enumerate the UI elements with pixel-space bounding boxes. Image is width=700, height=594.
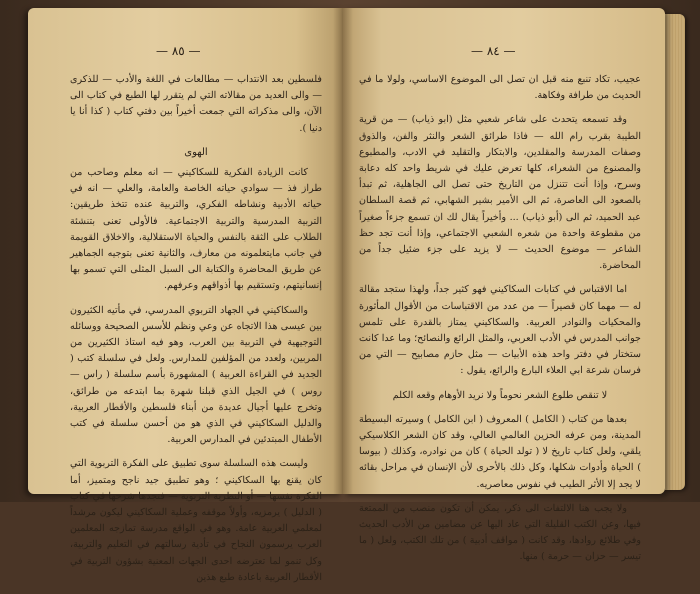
paragraph: عجيب، تكاد تنبع منه قبل ان تصل الى الموضوع الاساسي، ولولا ما في الحديث من طرافة وفكاهة. [359,74,641,102]
paragraph: بعدها من كتاب ( الكامل ) المعروف ( ابن الكامل ) وسيرته البسيطة المدينة، ومن عرفه الحزين العالمي العالي، وقد كان الشعر الكلاسيكي يلقي، ولعل كتاب تاريخ لا ( تولد الحياة ) كان من نوادره، وكذلك ( بيوسا ) الحياة وأدوات شكلها، وكل ذلك بالأحرى لأن الإنسان في مراحل بقائه لا يجد إلا الأثر الطيب في نفوس معاصريه. [359,413,641,490]
page-number: — ٨٤ — [471,44,516,58]
page-body [359,72,641,574]
book-gutter [333,8,353,494]
paragraph: والسكاكيني في الجهاد التربوي المدرسي، في مأتيه الكثيرون بين عيسى هذا الاتجاه عن وعي ونظم للأسس الصحيحة ووسائله التوجيهية في التربية بين العرب، وهو فيه استاذ الكثيرين من المربين، ولعدد من المؤلفين للمدارس. ولعل في سلسلة كتب ( الجديد في القراءة العربية ) المشهورة بأسم سلسلة ( راس — روس ) في الجيل الذي قبلنا شهرة بما ابتدعه من طرائق، وتخرج عليها أجيال عديدة من أبناء فلسطين والأقطار العربية، والدليل السكاكيني في الذي هو من أحسن سلسلة في كتب الأطفال المبتدئين في المدارس العربية. [70,304,322,446]
left-page [28,8,343,583]
paragraph: وقد تسمعه يتحدث على شاعر شعبي مثل (ابو ذياب) — من قرية الطيبة بقرب رام الله — فاذا طرائق الشعر والنثر والفن، والذوق وصفات المدرسة والمقلدين، والابتكار والتقليد في الادب، والمطبوع والمصنوع من الشعراء، كلها تعرض عليك في شريط واحد كله دعابة وسرح، وإذا أنت تتنزل من التاريخ حتى تصل الى الجاهلية، ثم تبدأ بالصعود الى العاصرة، ثم الى الأمير بشير الشهابي، ثم قصة السلطان عبد الحميد، ثم الى (أبو ذياب) ... وأخيراً يقال لك ان تسمع جزءاً صغيراً من مقطوعة واحدة من شعره الشعبي الاجتماعي، وإذا أنت تجد حظ الشاعر — موضوع الحديث — لا يزيد على جزء ضئيل جداً من المحاضرة. [359,114,641,272]
paragraph: كانت الزيادة الفكرية للسكاكيني — انه معلم وصاحب من طراز فذ — سوادي حياته الخاصة والعامة، والعلي — انه في حياته الأدبية ونشاطه الفكري، والتربية عنده تتخذ طريقين: التربية المدرسية والتربية الاجتماعية. فالأولى تعنى بتنشئة الطلاب على الثقة بالنفس والحياة الاستقلالية، والاخلاق القويمة في جانب مايتعلمونه من معارف، والثانية تعنى بتوجيه الجماهير عن طريق المحاضرة والكتابة الى السبل المثلى التي تسمو بها إنسانيتهم، وتستقيم بها أذواقهم وعرفهم. [70,167,322,292]
paragraph: فلسطين بعد الانتداب — مطالعات في اللغة والأدب — للذكرى — والى العديد من مقالاته التي لم يتقرر لها الطبع في كتاب الى الآن، والى مذكراته التي جمعت أخيراً بين دفتي كتاب ( كذا أنا يا دنيا ). [70,74,322,134]
page-body [70,72,322,594]
right-page [343,8,665,563]
section-heading: الهوى [184,146,208,158]
paragraph: اما الاقتباس في كتابات السكاكيني فهو كثير جداً، ولهذا ستجد مقالة له — مهما كان قصيراً — من عدد من الاقتباسات من الأقوال المأثورة والمحكيات والنوادر العربية. والسكاكيني يمتاز بالقدرة على تلمس جوانب المدرس في الأدب العربي، والمثل الرائع والنصائح؛ وما عدا كانت ستختار في دفتر واحد هذه الأبيات — مثل حازم مصابيح — التي من فرسان شرعة ابي العلاء البارع والرائع، يقول : [359,284,641,377]
page-stack-edge [665,14,685,490]
verse-line: لا تنقص طلوع الشعر نحوماً ولا نريد الأوهام وقعه الكلم [392,389,608,401]
paragraph: ولا يجب هنا الالتفات الى ذكر، يمكن أن تكون منصب من الممتعة فيها، وعن الكتب القليلة التي عاد اليها عن مضامين من الأدب الحديث وفي طلائع روادها، وقد كانت ( مواقف أدبية ) من تلك الكتب، ولعل ( ما تيسر — حزان — حرمة ) منها. [359,502,641,563]
page-number: — ٨٥ — [156,44,201,58]
paragraph: وليست هذه السلسلة سوى تطبيق على الفكرة التربوية التي كان يقنع بها السكاكيني ؛ وهو تطبيق جيد ناجح ومتميز، أما الفكرة نفسها — أو النظرية التربوية — فنجدها شرحها في كتاب ( الدليل ) يرمزيه، وأولاً موقفه وعملية السكاكيني ليكون مرشداً لمعلمي العربية عامة. وهو في الواقع مدرسة تمازجه المعلمين العرب يرسمون النجاح في تأدية رسالتهم في التعليم والتربية، وكل تنمو لما تعترضه احدى الجهات المعنية بشؤون التربية في الأقطار العربية باعادة طبع هذين [70,458,322,583]
